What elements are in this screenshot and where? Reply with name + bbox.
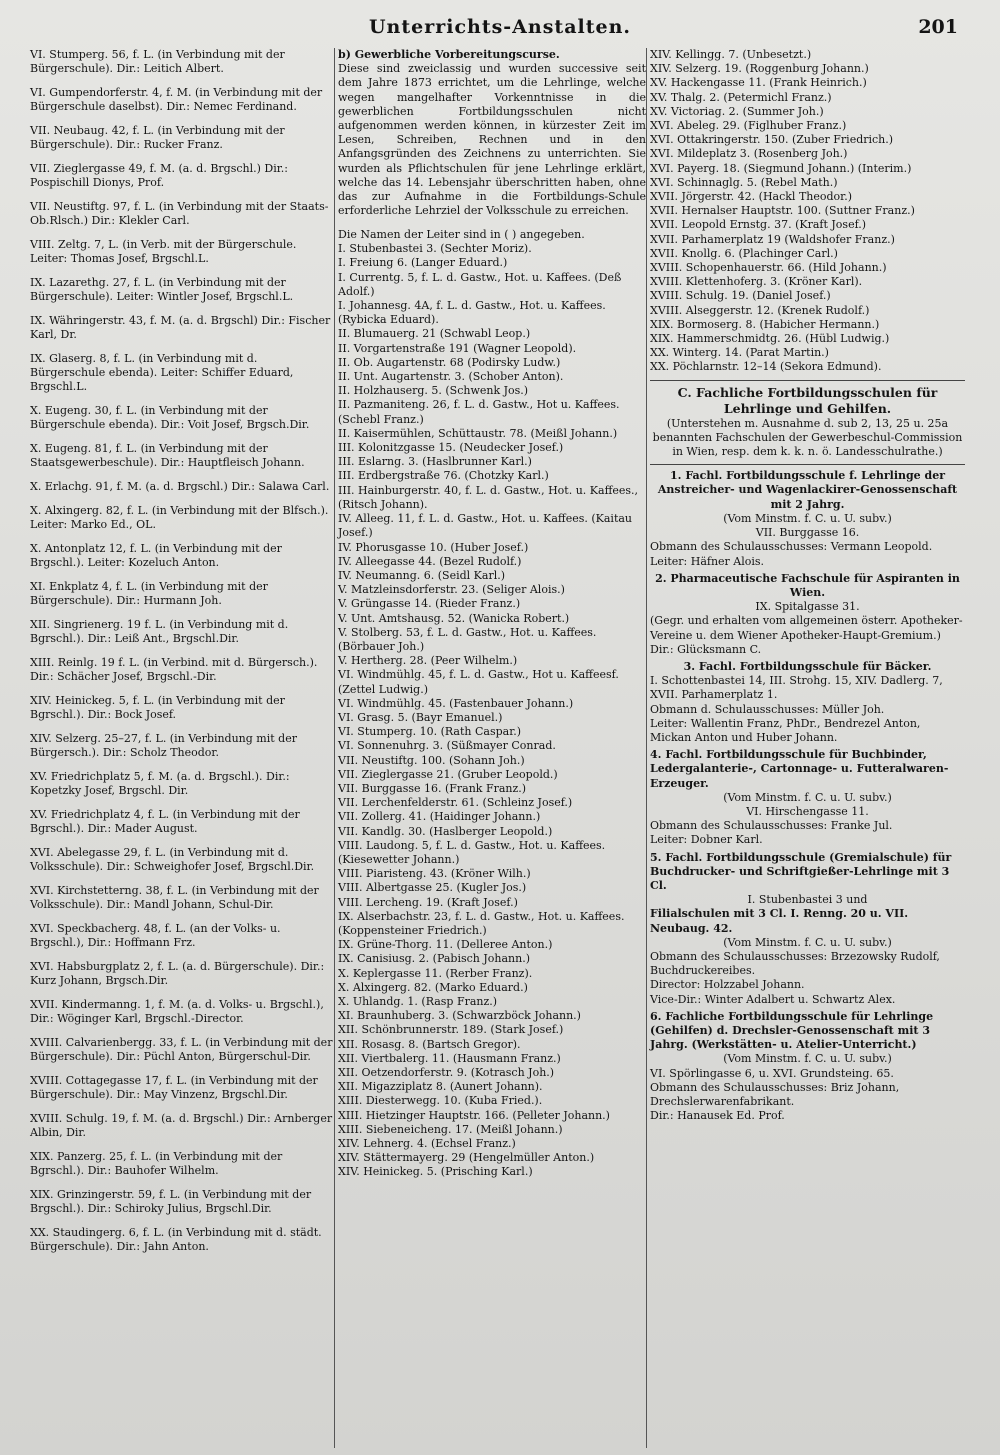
column-divider (646, 48, 647, 1448)
course-entry: VI. Sonnenuhrg. 3. (Süßmayer Conrad. (338, 739, 556, 753)
section-note: Die Namen der Leiter sind in ( ) angegeben. (338, 228, 585, 242)
school-entry: XVIII. Schulg. 19, f. M. (a. d. Brgschl.) Dir.: Arnberger Albin, Dir. (30, 1112, 333, 1140)
course-entry: XVII. Parhamerplatz 19 (Waldshofer Franz.) (650, 232, 895, 246)
school-4-obmann: Obmann des Schulausschusses: Franke Jul. (650, 819, 893, 833)
school-entry: XIV. Selzerg. 25–27, f. L. (in Verbindung mit der Bürgersch.). Dir.: Scholz Theodor. (30, 732, 297, 760)
school-5-obmann: Obmann des Schulausschusses: Brzezowsky Rudolf, Buchdruckereibes. (650, 949, 940, 978)
school-entry: VI. Stumperg. 56, f. L. (in Verbindung mit der Bürgerschule). Dir.: Leitich Albert. (30, 48, 285, 76)
course-entry: XIV. Heinickeg. 5. (Prisching Karl.) (338, 1165, 533, 1179)
school-entry: XVI. Speckbacherg. 48, f. L. (an der Volks- u. Brgschl.), Dir.: Hoffmann Frz. (30, 922, 281, 950)
school-5-filial: Filialschulen mit 3 Cl. I. Renng. 20 u. VII. Neubaug. 42. (650, 907, 909, 935)
course-entry: VIII. Lercheng. 19. (Kraft Josef.) (338, 895, 518, 909)
course-list-continued (650, 48, 965, 375)
course-entry: II. Pazmaniteng. 26, f. L. d. Gastw., Hot u. Kaffees. (Schebl Franz.) (338, 398, 620, 426)
course-entry: XVI. Ottakringerstr. 150. (Zuber Friedrich.) (650, 133, 894, 147)
course-entry: I. Stubenbastei 3. (Sechter Moriz). (338, 242, 532, 256)
course-entry: V. Grüngasse 14. (Rieder Franz.) (338, 597, 521, 611)
school-entry: XVII. Kindermanng. 1, f. M. (a. d. Volks- u. Brgschl.), Dir.: Wöginger Karl, Brgschl.-Director. (30, 998, 324, 1026)
course-entry: V. Unt. Amtshausg. 52. (Wanicka Robert.) (338, 611, 570, 625)
school-1-subvention: (Vom Minstm. f. C. u. U. subv.) (723, 511, 892, 525)
school-entry: IX. Lazarethg. 27, f. L. (in Verbindung mit der Bürgerschule). Leiter: Wintler Josef, Brgschl.L. (30, 276, 294, 304)
school-2-director: Dir.: Glücksmann C. (650, 642, 762, 656)
school-entry: X. Eugeng. 30, f. L. (in Verbindung mit der Bürgerschule ebenda). Dir.: Voit Josef, Brgsch.Dir. (30, 404, 310, 432)
school-entry: XIX. Grinzingerstr. 59, f. L. (in Verbindung mit der Brgschl.). Dir.: Schiroky Julius, Brgschl.Dir. (30, 1188, 312, 1216)
course-entry: III. Kolonitzgasse 15. (Neudecker Josef.) (338, 441, 564, 455)
school-1-obmann: Obmann des Schulausschusses: Vermann Leopold. (650, 540, 933, 554)
course-entry: XVII. Leopold Ernstg. 37. (Kraft Josef.) (650, 218, 867, 232)
course-entry: VI. Windmühlg. 45. (Fastenbauer Johann.) (338, 696, 574, 710)
column-middle (338, 48, 646, 1180)
divider (650, 464, 965, 465)
school-6-subvention: (Vom Minstm. f. C. u. U. subv.) (723, 1052, 892, 1066)
school-entry: XI. Enkplatz 4, f. L. (in Verbindung mit der Bürgerschule). Dir.: Hurmann Joh. (30, 580, 268, 608)
course-entry: III. Erdbergstraße 76. (Chotzky Karl.) (338, 469, 549, 483)
school-3-obmann: Obmann d. Schulausschusses: Müller Joh. (650, 702, 885, 716)
school-5-title: 5. Fachl. Fortbildungsschule (Gremialschule) für Buchdrucker- und Schriftgießer-Lehrlinge mit 3 Cl. (650, 850, 952, 892)
school-4-leiter: Leiter: Dobner Karl. (650, 833, 763, 847)
course-entry: XII. Viertbalerg. 11. (Hausmann Franz.) (338, 1051, 561, 1065)
course-entry: VI. Grasg. 5. (Bayr Emanuel.) (338, 710, 503, 724)
course-entry: I. Johannesg. 4A, f. L. d. Gastw., Hot. u. Kaffees. (Rybicka Eduard). (338, 299, 606, 327)
course-entry: XIII. Siebeneicheng. 17. (Meißl Johann.) (338, 1122, 563, 1136)
course-entry: XVI. Mildeplatz 3. (Rosenberg Joh.) (650, 147, 848, 161)
column-right (650, 48, 965, 1123)
school-5-subvention: (Vom Minstm. f. C. u. U. subv.) (723, 935, 892, 949)
school-entry: VII. Neustiftg. 97, f. L. (in Verbindung mit der Staats-Ob.Rlsch.) Dir.: Klekler Carl. (30, 200, 329, 228)
course-entry: II. Holzhauserg. 5. (Schwenk Jos.) (338, 384, 529, 398)
course-entry: XV. Hackengasse 11. (Frank Heinrich.) (650, 76, 867, 90)
course-entry: XVIII. Schulg. 19. (Daniel Josef.) (650, 289, 831, 303)
column-divider (334, 48, 335, 1448)
course-entry: XVII. Knollg. 6. (Plachinger Carl.) (650, 246, 838, 260)
school-entry: XVIII. Calvarienbergg. 33, f. L. (in Verbindung mit der Bürgerschule). Dir.: Püchl Anton, Bürgerschul-Dir. (30, 1036, 333, 1064)
course-entry: XVIII. Schopenhauerstr. 66. (Hild Johann.) (650, 261, 887, 275)
course-entry: VIII. Laudong. 5, f. L. d. Gastw., Hot. u. Kaffees. (Kiesewetter Johann.) (338, 838, 606, 866)
school-entry: VII. Zieglergasse 49, f. M. (a. d. Brgschl.) Dir.: Pospischill Dionys, Prof. (30, 162, 288, 190)
school-1-title: 1. Fachl. Fortbildungsschule f. Lehrlinge der Anstreicher- und Wagenlackirer-Genossenschaft mit 2 Jahrg. (657, 469, 958, 511)
course-entry: XVII. Hernalser Hauptstr. 100. (Suttner Franz.) (650, 204, 915, 218)
school-4-title: 4. Fachl. Fortbildungsschule für Buchbinder, Ledergalanterie-, Cartonnage- u. Futteralwaren-Erzeuger. (650, 748, 949, 790)
course-entry: VI. Stumperg. 10. (Rath Caspar.) (338, 725, 522, 739)
course-entry: I. Freiung 6. (Langer Eduard.) (338, 256, 508, 270)
course-entry: VII. Burggasse 16. (Frank Franz.) (338, 781, 527, 795)
course-entry: XII. Oetzendorferstr. 9. (Kotrasch Joh.) (338, 1066, 555, 1080)
course-entry: VII. Zieglergasse 21. (Gruber Leopold.) (338, 767, 558, 781)
course-entry: II. Unt. Augartenstr. 3. (Schober Anton). (338, 370, 564, 384)
school-entry: XVI. Kirchstetterng. 38, f. L. (in Verbindung mit der Volksschule). Dir.: Mandl Johann, Schul-Dir. (30, 884, 319, 912)
course-entry: VIII. Albertgasse 25. (Kugler Jos.) (338, 881, 527, 895)
section-heading: b) Gewerbliche Vorbereitungscurse. (338, 48, 560, 61)
course-entry: XX. Winterg. 14. (Parat Martin.) (650, 346, 829, 360)
school-1-leiter: Leiter: Häfner Alois. (650, 554, 765, 568)
school-1-address: VII. Burggasse 16. (755, 526, 860, 540)
course-entry: II. Vorgartenstraße 191 (Wagner Leopold). (338, 341, 577, 355)
school-entry: VII. Neubaug. 42, f. L. (in Verbindung mit der Bürgerschule). Dir.: Rucker Franz. (30, 124, 285, 152)
course-entry: XIII. Hietzinger Hauptstr. 166. (Pelleter Johann.) (338, 1108, 610, 1122)
course-entry: XVII. Jörgerstr. 42. (Hackl Theodor.) (650, 190, 852, 204)
course-entry: XVIII. Klettenhoferg. 3. (Kröner Karl). (650, 275, 863, 289)
section-c-heading: C. Fachliche Fortbildungsschulen für Lehrlinge und Gehilfen. (677, 384, 938, 416)
course-entry: VIII. Piaristeng. 43. (Kröner Wilh.) (338, 867, 531, 881)
course-entry: XX. Pöchlarnstr. 12–14 (Sekora Edmund). (650, 360, 882, 374)
divider (650, 380, 965, 381)
course-entry: I. Currentg. 5, f. L. d. Gastw., Hot. u. Kaffees. (Deß Adolf.) (338, 270, 622, 298)
course-entry: II. Blumauerg. 21 (Schwabl Leop.) (338, 327, 531, 341)
school-2-address: IX. Spitalgasse 31. (755, 600, 860, 614)
course-entry: IX. Grüne-Thorg. 11. (Delleree Anton.) (338, 938, 553, 952)
page-number: 201 (918, 16, 958, 38)
course-entry: II. Ob. Augartenstr. 68 (Podirsky Ludw.) (338, 355, 561, 369)
school-2-title: 2. Pharmaceutische Fachschule für Aspiranten in Wien. (655, 571, 960, 599)
school-entry: IX. Glaserg. 8, f. L. (in Verbindung mit d. Bürgerschule ebenda). Leiter: Schiffer Eduard, Brgschl.L. (30, 352, 294, 394)
course-entry: XV. Thalg. 2. (Petermichl Franz.) (650, 90, 832, 104)
school-entry: X. Eugeng. 81, f. L. (in Verbindung mit der Staatsgewerbeschule). Dir.: Hauptfleisch Johann. (30, 442, 305, 470)
course-entry: V. Matzleinsdorferstr. 23. (Seliger Alois.) (338, 583, 565, 597)
section-intro: Diese sind zweiclassig und wurden successive seit dem Jahre 1873 errichtet, um die Lehrlinge, welche wegen mangelhafter Vorkenntnisse in die gewerblichen Fortbildungsschulen nicht aufgenommen werden können, in kürzester Zeit im Lesen, Schreiben, Rechnen und in den Anfangsgründen des Zeichnens zu unterrichten. Sie wurden als Pflichtschulen für jene Lehrlinge erklärt, welche das 14. Lebensjahr überschritten haben, ohne das zur Aufnahme in die Fortbildungs-Schule erforderliche Lehrziel der Volksschule zu erreichen. (338, 62, 646, 218)
course-entry: XIX. Hammerschmidtg. 26. (Hübl Ludwig.) (650, 332, 890, 346)
course-entry: XVI. Abeleg. 29. (Figlhuber Franz.) (650, 119, 847, 133)
school-5-vice-director: Vice-Dir.: Winter Adalbert u. Schwartz Alex. (650, 992, 896, 1006)
school-entry: XIX. Panzerg. 25, f. L. (in Verbindung mit der Bgrschl.). Dir.: Bauhofer Wilhelm. (30, 1150, 283, 1178)
school-entry: XVIII. Cottagegasse 17, f. L. (in Verbindung mit der Bürgerschule). Dir.: May Vinzenz, Brgschl.Dir. (30, 1074, 318, 1102)
course-entry: XV. Victoriag. 2. (Summer Joh.) (650, 104, 824, 118)
school-2-text: (Gegr. und erhalten vom allgemeinen österr. Apotheker-Vereine u. dem Wiener Apotheker-Haupt-Gremium.) (650, 614, 963, 642)
course-entry: XII. Rosasg. 8. (Bartsch Gregor). (338, 1037, 521, 1051)
school-4-subvention: (Vom Minstm. f. C. u. U. subv.) (723, 790, 892, 804)
school-3-title: 3. Fachl. Fortbildungsschule für Bäcker. (683, 659, 932, 673)
course-entry: IX. Canisiusg. 2. (Pabisch Johann.) (338, 952, 531, 966)
course-list (338, 242, 646, 1179)
course-entry: XIV. Stättermayerg. 29 (Hengelmüller Anton.) (338, 1151, 595, 1165)
school-entry: XIV. Heinickeg. 5, f. L. (in Verbindung mit der Bgrschl.). Dir.: Bock Josef. (30, 694, 285, 722)
school-entry: XVI. Abelegasse 29, f. L. (in Verbindung mit d. Volksschule). Dir.: Schweighofer Josef, Brgschl.Dir. (30, 846, 315, 874)
school-entry: XV. Friedrichplatz 5, f. M. (a. d. Brgschl.). Dir.: Kopetzky Josef, Brgschl. Dir. (30, 770, 290, 798)
school-entry: XX. Staudingerg. 6, f. L. (in Verbindung mit d. städt. Bürgerschule). Dir.: Jahn Anton. (30, 1226, 322, 1254)
course-entry: XI. Braunhuberg. 3. (Schwarzböck Johann.) (338, 1009, 581, 1023)
school-6-director: Dir.: Hanausek Ed. Prof. (650, 1109, 785, 1123)
section-c-note: (Unterstehen m. Ausnahme d. sub 2, 13, 25 u. 25a benannten Fachschulen der Gewerbeschul-Commission in Wien, resp. dem k. k. n. ö. Landesschulrathe.) (652, 416, 963, 459)
course-entry: III. Hainburgerstr. 40, f. L. d. Gastw., Hot. u. Kaffees., (Ritsch Johann). (338, 483, 639, 511)
course-entry: IV. Neumanng. 6. (Seidl Karl.) (338, 568, 506, 582)
school-6-title: 6. Fachliche Fortbildungsschule für Lehrlinge (Gehilfen) d. Drechsler-Genossenschaft mit 3 Jahrg. (Werkstätten- u. Atelier-Unterricht.) (650, 1009, 934, 1052)
course-entry: VI. Windmühlg. 45, f. L. d. Gastw., Hot u. Kaffeesf. (Zettel Ludwig.) (338, 668, 619, 696)
school-entry: XVI. Habsburgplatz 2, f. L. (a. d. Bürgerschule). Dir.: Kurz Johann, Brgsch.Dir. (30, 960, 325, 988)
school-entry: XV. Friedrichplatz 4, f. L. (in Verbindung mit der Bgrschl.). Dir.: Mader August. (30, 808, 300, 836)
course-entry: VII. Neustiftg. 100. (Sohann Joh.) (338, 753, 525, 767)
course-entry: X. Alxingerg. 82. (Marko Eduard.) (338, 980, 528, 994)
course-entry: III. Eslarng. 3. (Haslbrunner Karl.) (338, 455, 532, 469)
course-entry: IV. Alleeg. 11, f. L. d. Gastw., Hot. u. Kaffees. (Kaitau Josef.) (338, 512, 633, 540)
course-entry: IV. Phorusgasse 10. (Huber Josef.) (338, 540, 529, 554)
course-entry: XII. Migazziplatz 8. (Aunert Johann). (338, 1080, 543, 1094)
school-entry: VIII. Zeltg. 7, L. (in Verb. mit der Bürgerschule. Leiter: Thomas Josef, Brgschl.L. (30, 238, 297, 266)
course-entry: VII. Zollerg. 41. (Haidinger Johann.) (338, 810, 541, 824)
school-entry: VI. Gumpendorferstr. 4, f. M. (in Verbindung mit der Bürgerschule daselbst). Dir.: Nemec Ferdinand. (30, 86, 323, 114)
course-entry: IV. Alleegasse 44. (Bezel Rudolf.) (338, 554, 522, 568)
school-entry: X. Erlachg. 91, f. M. (a. d. Brgschl.) Dir.: Salawa Carl. (30, 480, 330, 494)
course-entry: VII. Kandlg. 30. (Haslberger Leopold.) (338, 824, 553, 838)
course-entry: XIII. Diesterwegg. 10. (Kuba Fried.). (338, 1094, 543, 1108)
school-3-leiter: Leiter: Wallentin Franz, PhDr., Bendrezel Anton, Mickan Anton und Huber Johann. (650, 716, 921, 744)
column-left (30, 48, 334, 1254)
school-entry: X. Antonplatz 12, f. L. (in Verbindung mit der Brgschl.). Leiter: Kozeluch Anton. (30, 542, 282, 570)
course-entry: IX. Alserbachstr. 23, f. L. d. Gastw., Hot. u. Kaffees. (Koppensteiner Friedrich.) (338, 909, 625, 937)
course-entry: VII. Lerchenfelderstr. 61. (Schleinz Josef.) (338, 796, 573, 810)
page-title: Unterrichts-Anstalten. (368, 16, 632, 38)
school-4-address: VI. Hirschengasse 11. (746, 804, 869, 818)
school-5-address: I. Stubenbastei 3 und (747, 893, 868, 907)
school-6-obmann: Obmann des Schulausschusses: Briz Johann, Drechslerwarenfabrikant. (650, 1080, 900, 1109)
school-5-director: Director: Holzzabel Johann. (650, 978, 805, 992)
course-entry: II. Kaisermühlen, Schüttaustr. 78. (Meißl Johann.) (338, 426, 618, 440)
school-3-address: I. Schottenbastei 14, III. Strohg. 15, XIV. Dadlerg. 7, XVII. Parhamerplatz 1. (650, 674, 943, 702)
course-entry: XVI. Payerg. 18. (Siegmund Johann.) (Interim.) (650, 161, 912, 175)
course-entry: XIV. Kellingg. 7. (Unbesetzt.) (650, 48, 812, 61)
course-entry: X. Uhlandg. 1. (Rasp Franz.) (338, 995, 498, 1008)
course-entry: V. Hertherg. 28. (Peer Wilhelm.) (338, 654, 518, 668)
course-entry: XIV. Selzerg. 19. (Roggenburg Johann.) (650, 62, 869, 76)
course-entry: XVIII. Alseggerstr. 12. (Krenek Rudolf.) (650, 303, 870, 317)
course-entry: XIX. Bormoserg. 8. (Habicher Hermann.) (650, 317, 880, 331)
school-entry: X. Alxingerg. 82, f. L. (in Verbindung mit der Blfsch.). Leiter: Marko Ed., OL. (30, 504, 329, 532)
school-entry: XII. Singrienerg. 19 f. L. (in Verbindung mit d. Bgrschl.). Dir.: Leiß Ant., Brgschl.Dir. (30, 618, 289, 646)
school-entry: XIII. Reinlg. 19 f. L. (in Verbind. mit d. Bürgersch.). Dir.: Schächer Josef, Brgschl.-Dir. (30, 656, 318, 684)
course-entry: X. Keplergasse 11. (Rerber Franz). (338, 966, 533, 980)
course-entry: XIV. Lehnerg. 4. (Echsel Franz.) (338, 1137, 516, 1151)
course-entry: XII. Schönbrunnerstr. 189. (Stark Josef.) (338, 1023, 564, 1037)
course-entry: XVI. Schinnaglg. 5. (Rebel Math.) (650, 175, 838, 189)
school-entry: IX. Währingerstr. 43, f. M. (a. d. Brgschl) Dir.: Fischer Karl, Dr. (30, 314, 331, 342)
school-6-address: VI. Spörlingasse 6, u. XVI. Grundsteing. 65. (650, 1066, 894, 1080)
course-entry: V. Stolberg. 53, f. L. d. Gastw., Hot. u. Kaffees. (Börbauer Joh.) (338, 625, 597, 653)
